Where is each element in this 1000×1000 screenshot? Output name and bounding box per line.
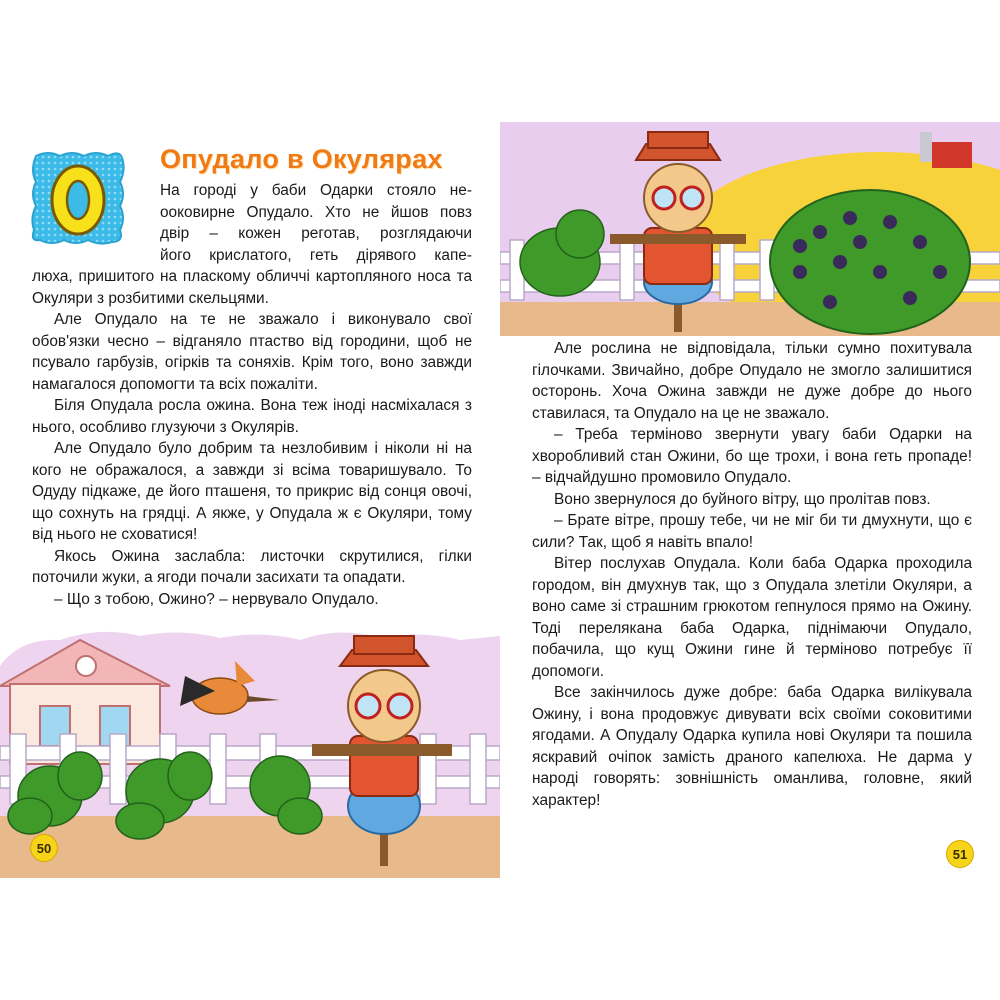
paragraph: Але Опудало на те не зважало і виконувало свої обов'язки чесно – відганяло птаство від городини, щоб не псувало гарбузів, огірків та соняхів. Крім того, воно завжди намагалося допомогти та всіх пожаліти.: [32, 311, 472, 393]
left-page: [0, 118, 500, 878]
intro-line: двір – кожен реготав, розглядаючи: [160, 225, 472, 242]
drop-cap-icon: [28, 148, 128, 248]
paragraph: Якось Ожина заслабла: листочки скрутилися, гілки поточили жуки, а ягоди почали засихати та опадати.: [32, 547, 472, 586]
paragraph: Вітер послухав Опудала. Коли баба Одарка проходила городом, він дмухнув так, що з Опудала злетіли Окуляри, а воно саме зі страшним грюкотом гепнулося прямо на Ожину. Тоді переляканa баба Одарка, піднімаючи Опудало, побачила, що кущ Ожини гине й терміново потребує її допомоги.: [532, 555, 972, 680]
left-text-body: [32, 266, 472, 610]
garden-illustration: [0, 626, 500, 878]
paragraph: – Що з тобою, Ожино? – нервувало Опудало.: [54, 590, 379, 608]
paragraph: Воно звернулося до буйного вітру, що пролітав повз.: [554, 490, 931, 508]
drop-cap-letter: О: [78, 148, 79, 149]
story-title: Опудало в Окулярах: [160, 144, 443, 174]
intro-line: його крислатого, геть дірявого капе-: [160, 246, 472, 264]
paragraph: люха, пришитого на пласкому обличчі картопляного носа та Окуляри з розбитими скельцями.: [32, 268, 472, 307]
blackberry-garden-image: [500, 122, 1000, 336]
paragraph: Але Опудало було добрим та незлобивим і ніколи ні на кого не ображалося, а завжди зі всіма товаришувало. То Одуду підкаже, де його пташеня, то прикрис від сонця овочі, що сохнуть на грядці. А якже, у Опудала ж є Окуляри, тому від нього не сховатися!: [32, 440, 472, 543]
intro-block: [160, 180, 472, 266]
intro-line: На городі у баби Одарки стояло не-: [160, 182, 472, 199]
paragraph: – Треба терміново звернути увагу баби Одарки на хворобливий стан Ожини, бо ще трохи, і вона геть пропаде! – відчайдушно промовило Опудало.: [532, 426, 972, 486]
blackberry-illustration: [500, 122, 1000, 336]
paragraph: Все закінчилось дуже добре: баба Одарка вилікувала Ожину, і вона продовжує дивувати всіх своїми соковитими ягодами. А Опудалу Одарка купила нові Окуляри та пошила яскравий очіпок замість драного капелюха. Не дарма у народі говорять: зовнішність оманлива, головне, який характер!: [532, 684, 972, 809]
right-text-body: [532, 338, 972, 811]
right-page: [500, 118, 1000, 878]
drop-cap: [28, 148, 128, 248]
page-number: 50: [30, 834, 58, 862]
paragraph: Біля Опудала росла ожина. Вона теж іноді насміхалася з нього, особливо глузуючи з Окулярів.: [32, 397, 472, 436]
paragraph: – Брате вітре, прошу тебе, чи не міг би ти дмухнути, що є сили? Так, щоб я навіть впало!: [532, 512, 972, 551]
blackberry-bush: [770, 190, 970, 334]
page-number: 51: [946, 840, 974, 868]
intro-line: ооковирне Опудало. Хто не йшов повз: [160, 203, 472, 221]
paragraph: Але рослина не відповідала, тільки сумно похитувала гілочками. Звичайно, добре Опудало не змогло залишитися осторонь. Хоча Ожина завжди не дуже добре до нього ставилася, та Опудало на це не зважало.: [532, 340, 972, 422]
scarecrow-garden-image: [0, 626, 500, 878]
